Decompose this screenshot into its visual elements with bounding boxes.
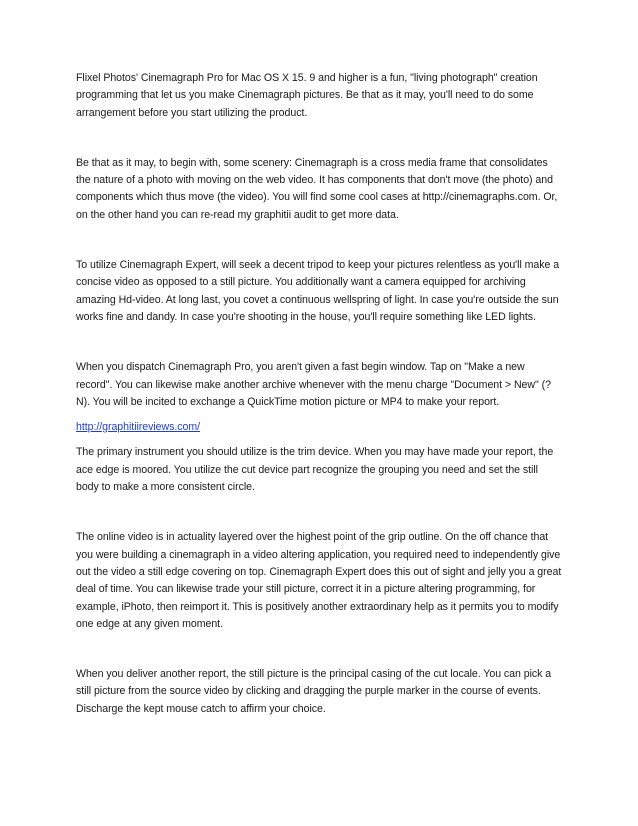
paragraph-background: Be that as it may, to begin with, some scenery: Cinemagraph is a cross media frame that consolidates the nature of a photo with moving on the web video. It has components that don't move (the photo) and components which thus move (the video). You will find some cool cases at http://cinemagraphs.com. Or, on the other hand you can re-read my graphitii audit to get more data. [76, 156, 558, 221]
link-row [76, 419, 562, 436]
paragraph-requirements: To utilize Cinemagraph Expert, will seek a decent tripod to keep your pictures relentless as you'll make a concise video as opposed to a still picture. You additionally want a camera equipped for archiving amazing Hd-video. At long last, you covet a continuous wellspring of light. In case you're outside the sun works fine and dandy. In case you're shooting in the house, you'll require something like LED lights. [76, 259, 560, 323]
paragraph-intro: Flixel Photos' Cinemagraph Pro for Mac OS X 15. 9 and higher is a fun, "living photograph" creation programming that let us you make Cinemagraph pictures. Be that as it may, you'll need to do some arrangement before you start utilizing the product. [76, 72, 538, 119]
paragraph-launch: When you dispatch Cinemagraph Pro, you aren't given a fast begin window. Tap on "Make a new record". You can likewise make another archive whenever with the menu charge "Document > New" (? N). You will be incited to exchange a QuickTime motion picture or MP4 to make your report. [76, 361, 551, 408]
paragraph-layering: The online video is in actuality layered over the highest point of the grip outline. On the off chance that you were building a cinemagraph in a video altering application, you required need to independently give out the video a still edge covering on top. Cinemagraph Expert does this out of sight and jelly you a great deal of time. You can likewise trade your still picture, correct it in a picture altering programming, for example, iPhoto, then reimport it. This is positively another extraordinary help as it permits you to modify one edge at any given moment. [76, 531, 562, 630]
document-page [76, 70, 562, 718]
paragraph-still-picture: When you deliver another report, the still picture is the principal casing of the cut locale. You can pick a still picture from the source video by clicking and dragging the purple marker in the course of events. Discharge the kept mouse catch to affirm your choice. [76, 668, 552, 715]
reviews-link[interactable]: http://graphitiireviews.com/ [76, 421, 201, 434]
paragraph-trim-tool: The primary instrument you should utilize is the trim device. When you may have made your report, the ace edge is moored. You utilize the cut device part recognize the grouping you need and set the still body to make a more consistent circle. [76, 446, 554, 494]
